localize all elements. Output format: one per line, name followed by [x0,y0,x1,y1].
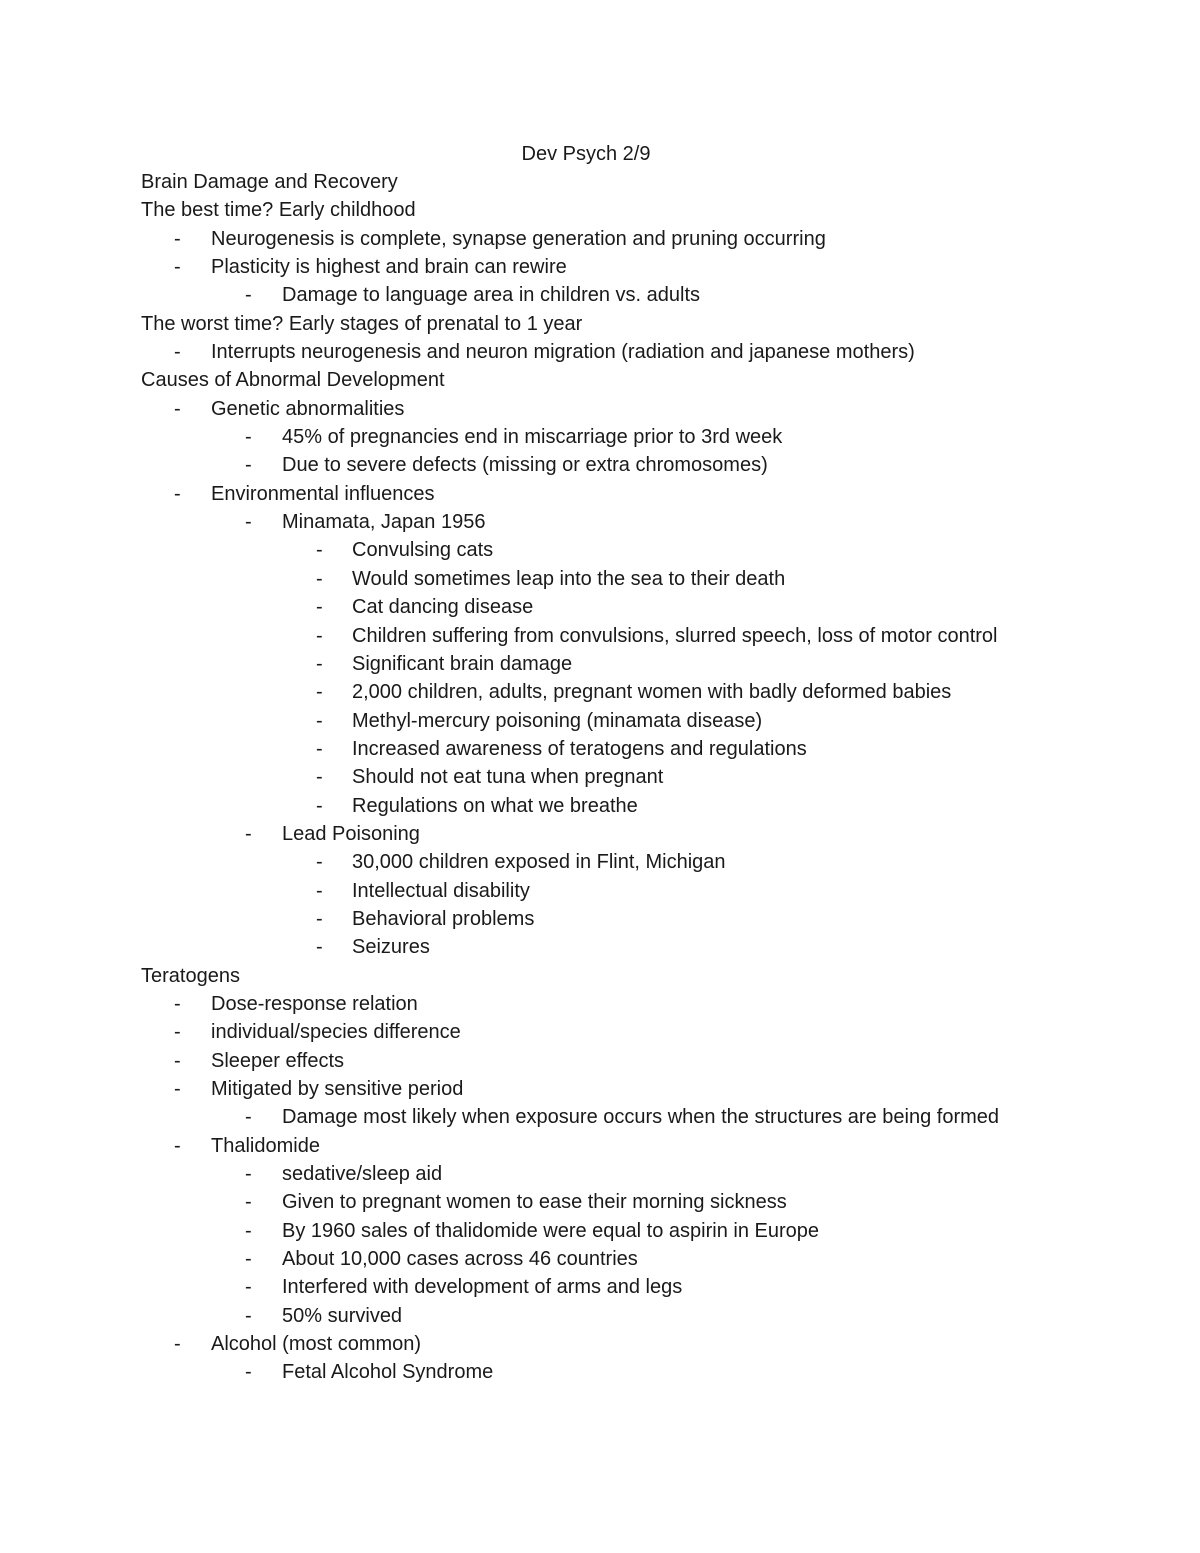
dash-bullet: - [316,681,323,704]
list-item-text: Children suffering from convulsions, slurred speech, loss of motor control [352,624,998,647]
list-item [0,1103,1200,1131]
dash-bullet: - [174,1134,181,1157]
list-item-text: Due to severe defects (missing or extra chromosomes) [282,454,768,477]
list-item [0,905,1200,933]
list-item-text: Should not eat tuna when pregnant [352,766,664,789]
list-item-text: Increased awareness of teratogens and regulations [352,737,807,760]
dash-bullet: - [174,482,181,505]
list-item-text: Interrupts neurogenesis and neuron migration (radiation and japanese mothers) [211,341,915,364]
dash-bullet: - [174,992,181,1015]
list-item [0,678,1200,706]
list-item-text: 45% of pregnancies end in miscarriage prior to 3rd week [282,426,783,449]
list-item [0,650,1200,678]
dash-bullet: - [316,794,323,817]
dash-bullet: - [245,1219,252,1242]
page-title: Dev Psych 2/9 [521,143,651,165]
list-item [0,1330,1200,1358]
list-item [0,1358,1200,1386]
section-heading-text: Brain Damage and Recovery [141,171,398,193]
dash-bullet: - [245,511,252,534]
dash-bullet: - [316,936,323,959]
list-item [0,338,1200,366]
section-heading [0,962,1200,990]
list-item-text: Dose-response relation [211,992,418,1015]
section-heading [0,366,1200,394]
list-item [0,1047,1200,1075]
list-item [0,253,1200,281]
section-heading-text: The best time? Early childhood [141,199,416,222]
section-heading-text: Causes of Abnormal Development [141,369,445,392]
list-item [0,565,1200,593]
list-item [0,622,1200,650]
list-item [0,1245,1200,1273]
list-item-text: Behavioral problems [352,907,535,930]
list-item [0,593,1200,621]
list-item-text: Cat dancing disease [352,596,534,619]
list-item-text: Would sometimes leap into the sea to their death [352,567,786,590]
list-item-text: Convulsing cats [352,539,494,562]
dash-bullet: - [245,284,252,307]
dash-bullet: - [174,341,181,364]
list-item-text: Methyl-mercury poisoning (minamata disease) [352,709,763,732]
list-item-text: Sleeper effects [211,1049,345,1072]
list-item [0,395,1200,423]
dash-bullet: - [174,1333,181,1356]
list-item [0,933,1200,961]
dash-bullet: - [174,256,181,279]
dash-bullet: - [245,426,252,449]
dash-bullet: - [174,1021,181,1044]
list-item [0,281,1200,309]
section-heading [0,168,1200,196]
section-heading [0,310,1200,338]
list-item-text: Damage to language area in children vs. adults [282,284,701,307]
dash-bullet: - [316,596,323,619]
list-item-text: Minamata, Japan 1956 [282,511,486,534]
dash-bullet: - [174,397,181,420]
dash-bullet: - [316,709,323,732]
list-item-text: Seizures [352,936,430,959]
list-item-text: Fetal Alcohol Syndrome [282,1361,494,1384]
dash-bullet: - [245,1106,252,1129]
list-item-text: Environmental influences [211,482,435,505]
list-item-text: Intellectual disability [352,879,530,902]
dash-bullet: - [245,1248,252,1271]
notes-outline [0,168,1200,1387]
list-item-text: Alcohol (most common) [211,1333,422,1356]
dash-bullet: - [245,1304,252,1327]
list-item [0,536,1200,564]
list-item [0,763,1200,791]
list-item [0,1075,1200,1103]
dash-bullet: - [245,1163,252,1186]
list-item [0,508,1200,536]
list-item-text: Neurogenesis is complete, synapse generation and pruning occurring [211,227,826,250]
list-item [0,990,1200,1018]
list-item-text: sedative/sleep aid [282,1163,443,1186]
list-item-text: Interfered with development of arms and legs [282,1276,683,1299]
list-item-text: By 1960 sales of thalidomide were equal to aspirin in Europe [282,1219,819,1242]
list-item-text: individual/species difference [211,1021,461,1044]
list-item-text: Plasticity is highest and brain can rewire [211,256,567,279]
dash-bullet: - [316,652,323,675]
list-item-text: Lead Poisoning [282,822,420,845]
list-item [0,792,1200,820]
dash-bullet: - [174,227,181,250]
dash-bullet: - [316,539,323,562]
list-item [0,1160,1200,1188]
dash-bullet: - [245,454,252,477]
list-item [0,707,1200,735]
dash-bullet: - [316,737,323,760]
list-item [0,1018,1200,1046]
list-item-text: About 10,000 cases across 46 countries [282,1248,638,1271]
list-item-text: Given to pregnant women to ease their morning sickness [282,1191,787,1214]
list-item-text: Genetic abnormalities [211,397,405,420]
list-item-text: Mitigated by sensitive period [211,1078,464,1100]
list-item [0,820,1200,848]
list-item [0,1132,1200,1160]
dash-bullet: - [316,567,323,590]
list-item-text: Damage most likely when exposure occurs when the structures are being formed [282,1106,1000,1129]
dash-bullet: - [316,624,323,647]
dash-bullet: - [316,879,323,902]
dash-bullet: - [174,1049,181,1072]
dash-bullet: - [245,1191,252,1214]
list-item [0,1302,1200,1330]
list-item [0,225,1200,253]
list-item [0,451,1200,479]
list-item [0,1188,1200,1216]
list-item-text: Regulations on what we breathe [352,794,638,817]
list-item [0,423,1200,451]
list-item-text: Significant brain damage [352,652,573,675]
list-item-text: Thalidomide [211,1134,320,1157]
section-heading [0,196,1200,224]
dash-bullet: - [316,766,323,789]
list-item [0,877,1200,905]
list-item [0,1273,1200,1301]
list-item [0,735,1200,763]
list-item [0,1217,1200,1245]
dash-bullet: - [245,822,252,845]
list-item [0,480,1200,508]
list-item [0,848,1200,876]
dash-bullet: - [316,907,323,930]
list-item-text: 2,000 children, adults, pregnant women with badly deformed babies [352,681,952,704]
section-heading-text: Teratogens [141,964,240,987]
dash-bullet: - [245,1361,252,1384]
dash-bullet: - [174,1078,181,1100]
dash-bullet: - [316,851,323,874]
section-heading-text: The worst time? Early stages of prenatal to 1 year [141,312,583,335]
dash-bullet: - [245,1276,252,1299]
list-item-text: 50% survived [282,1304,403,1327]
list-item-text: 30,000 children exposed in Flint, Michigan [352,851,726,874]
